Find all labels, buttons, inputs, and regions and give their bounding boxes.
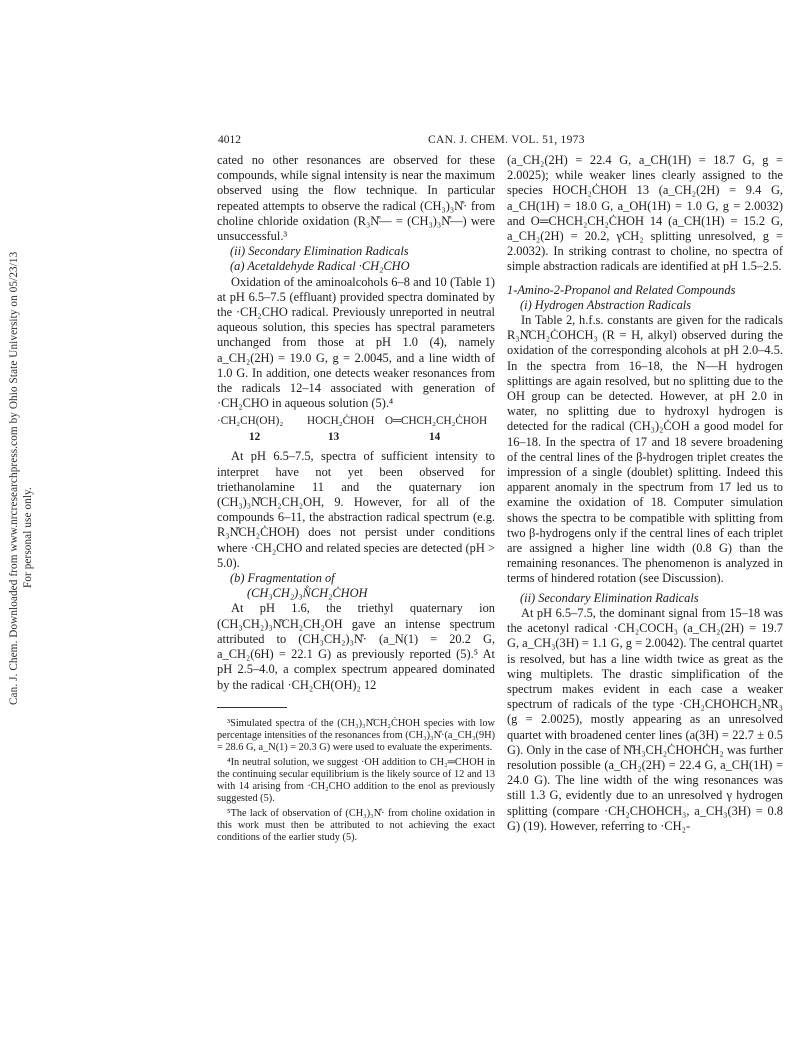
right-column bbox=[507, 153, 783, 834]
download-watermark bbox=[0, 0, 40, 1051]
footnotes bbox=[217, 718, 495, 845]
right-paragraph-3: At pH 6.5–7.5, the dominant signal from 15–18 was the acetonyl radical ·CH₂COCH₃ (a_CH₂(2H) = 19.7 G, a_CH₃(3H) = 1.1 G, g = 2.0042). The central quartet is resolved, but has a line width twice as great as the wing multiplets. The drastic simplification of the spectrum makes evident in each case a weaker spectrum of radicals of the type ·CH₂CHOHCH₂N̊R₃ (g = 2.0025), mostly appearing as an unresolved quartet with broadened center lines (a(3H) = 22.7 ± 0.5 G). Only in the case of N̊H₃CH₂ĊHOHĊH₂ was further resolution possible (a_CH₂(2H) = 22.4 G, a_CH(1H) = 24.0 G). The line width of the wing resonances was still 1.3 G, evidently due to an unresolved γ hydrogen splitting (compare ·CH₂CHOHCH₃, a_CH₃(3H) = 0.8 G) (19). However, referring to ·CH₂- bbox=[507, 605, 783, 833]
radical-12-number: 12 bbox=[249, 431, 261, 444]
left-paragraph-4: At pH 1.6, the triethyl quaternary ion (CH₃CH₂)₃N̊CH₂CH₂OH gave an intense spectrum attributed to (CH₃CH₂)₃N̊· (a_N(1) = 20.2 G, a_CH₂(6H) = 22.1 G) as previously reported (5).⁵ At pH 2.5–4.0, a complex spectrum appeared dominated by the radical ·CH₂CH(OH)₂ 12 bbox=[217, 601, 495, 692]
radical-13-number: 13 bbox=[328, 431, 340, 444]
footnote-5: ⁵The lack of observation of (CH₃)₃N̊· from choline oxidation in this work must then be attributed to not achieving the exact conditions of the earlier study (5). bbox=[217, 807, 495, 844]
subheading-secondary-elimination-right: (ii) Secondary Elimination Radicals bbox=[520, 590, 699, 605]
running-head: CAN. J. CHEM. VOL. 51, 1973 bbox=[428, 134, 585, 146]
section-heading-amino-propanol: 1-Amino-2-Propanol and Related Compounds bbox=[507, 282, 736, 297]
radical-structures-row bbox=[217, 414, 495, 429]
download-notice: Can. J. Chem. Downloaded from www.nrcresearchpress.com by Ohio State University on 05/23/13 bbox=[8, 251, 20, 705]
section-heading-secondary-elimination: (ii) Secondary Elimination Radicals bbox=[230, 244, 409, 259]
subheading-acetaldehyde-radical: (a) Acetaldehyde Radical ·CH₂CHO bbox=[230, 259, 410, 274]
radical-14-number: 14 bbox=[429, 431, 441, 444]
left-paragraph-1: cated no other resonances are observed for these compounds, while signal intensity is near the maximum observed using the flow technique. In particular repeated attempts to observe the radical (CH₃)₃N̊· from choline chloride oxidation (R₃N̊— = (CH₃)₃N̊—) were unsuccessful.³ bbox=[217, 153, 495, 244]
footnote-3: ³Simulated spectra of the (CH₃)₃N̊CH₂ĊHOH species with low percentage intensities of the resonances from (CH₃)₃N̊·(a_CH₃(9H) = 28.6 G, a_N(1) = 20.3 G) were used to evaluate the experiments. bbox=[217, 717, 495, 754]
radical-numbers-row bbox=[217, 429, 495, 445]
page-number: 4012 bbox=[218, 134, 241, 146]
radical-13-formula: HOCH₂ĊHOH bbox=[307, 415, 375, 428]
footnote-rule bbox=[217, 707, 287, 708]
subheading-fragmentation-formula: (CH₃CH₂)₃N̊CH₂ĊHOH bbox=[247, 586, 368, 601]
left-column bbox=[217, 153, 495, 847]
page-header bbox=[218, 134, 784, 150]
left-paragraph-2: Oxidation of the aminoalcohols 6–8 and 10 (Table 1) at pH 6.5–7.5 (effluant) provided spectra dominated by the ·CH₂CHO radical. Previously unreported in neutral aqueous solution, this species has spectral parameters unchanged from those at pH 1.0 (4), namely a_CH₂(2H) = 19.0 G, g = 2.0045, and a line width of 1.0 G. In addition, one detects weaker resonances from the radicals 12–14 associated with generation of ·CH₂CHO in aqueous solution (5).⁴ bbox=[217, 274, 495, 411]
personal-use-notice: For personal use only. bbox=[22, 487, 34, 588]
right-paragraph-2: In Table 2, h.f.s. constants are given for the radicals R₃N̊CH₂ĊOHCH₃ (R = H, alkyl) observed during the oxidation of the corresponding alcohols at pH 2.0–4.5. In the spectra from 16–18, the N—H hydrogen splittings are again resolved, but no splitting due to the OH group can be detected. However, at pH 2.0 in water, no splitting due to hydroxyl hydrogen is detected for the radical (CH₃)₂ĊOH a good model for 16–18. In the spectra of 17 and 18 severe broadening of the central lines of the β-hydrogen triplet creates the impression of a single (doublet) splitting. Indeed this apparent anomaly in the spectrum from 17 led us to examine the oxidation of 18. Computer simulation shows the spectra to be compatible with splitting from two β-hydrogens only if the central lines of each triplet are assigned a higher line width (0.8 G) than the remaining resonances. The phenomenon is analyzed in terms of hindered rotation (see Discussion). bbox=[507, 313, 783, 586]
subheading-fragmentation: (b) Fragmentation of bbox=[230, 571, 335, 586]
subheading-hydrogen-abstraction: (i) Hydrogen Abstraction Radicals bbox=[520, 297, 692, 312]
radical-12-formula: ·CH₂CH(OH)₂ bbox=[217, 415, 284, 428]
radical-14-formula: O═CHCH₂CH₂ĊHOH bbox=[385, 415, 488, 428]
footnote-4: ⁴In neutral solution, we suggest ·OH addition to CH₂═CHOH in the continuing secular equilibrium is the likely source of 12 and 13 with 14 arising from ·CH₂CHO addition to the enol as previously suggested (5). bbox=[217, 756, 495, 805]
left-paragraph-3: At pH 6.5–7.5, spectra of sufficient intensity to interpret have not yet been observed for triethanolamine 11 and the quaternary ion (CH₃)₃N̊CH₂CH₂OH, 9. However, for all of the compounds 6–11, the abstraction radical spectrum (e.g. R₃N̊CH₂ĊHOH) does not persist under conditions where ·CH₂CHO and related species are detected (pH > 5.0). bbox=[217, 449, 495, 570]
right-paragraph-1: (a_CH₂(2H) = 22.4 G, a_CH(1H) = 18.7 G, g = 2.0025); while weaker lines clearly assigned to the species HOCH₂ĊHOH 13 (a_CH₂(2H) = 9.4 G, a_CH(1H) = 18.0 G, a_OH(1H) = 1.0 G, g = 2.0032) and O═CHCH₂CH₂ĊHOH 14 (a_CH(1H) = 15.2 G, a_CH₂(2H) = 20.2, γCH₂ splitting unresolved, g = 2.0032). In striking contrast to choline, no spectra of simple abstraction radicals are identified at pH 1.5–2.5. bbox=[507, 153, 783, 274]
